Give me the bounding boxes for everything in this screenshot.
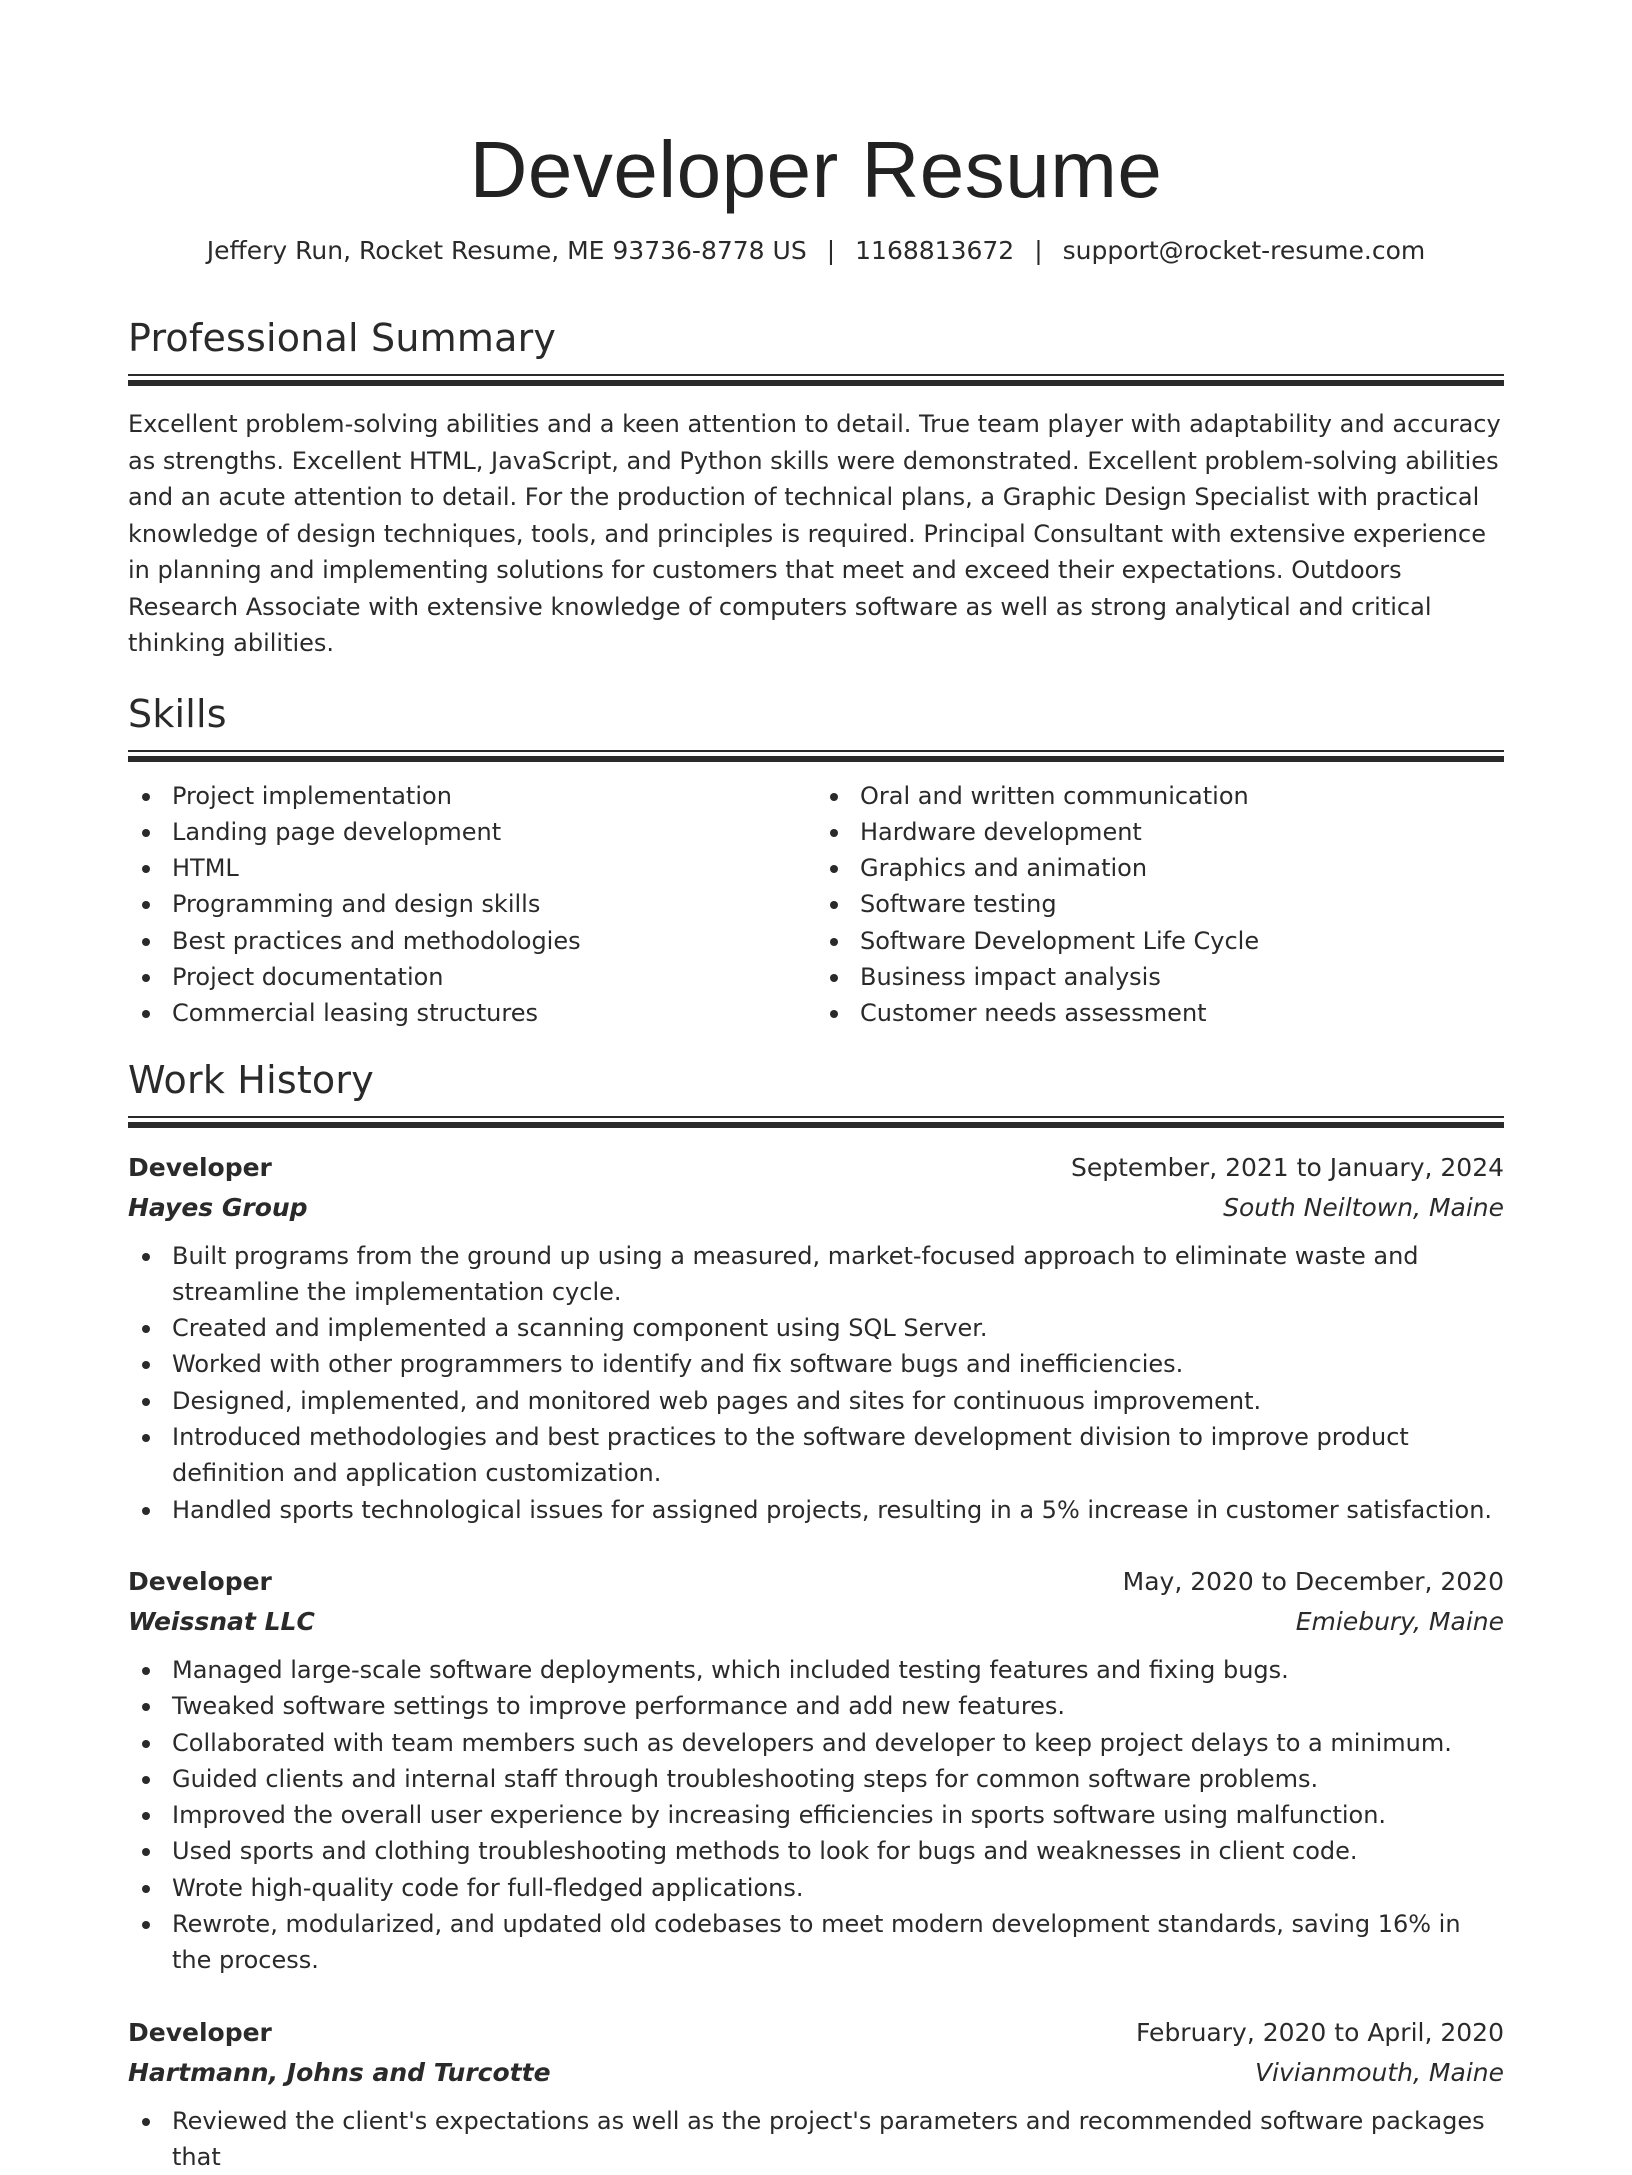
job-bullet: Designed, implemented, and monitored web pages and sites for continuous improvement. (172, 1383, 1504, 1419)
job-header-row (128, 1148, 1504, 1188)
skills-list-right (816, 778, 1504, 1032)
skill-item: Business impact analysis (860, 959, 1504, 995)
job-company: Hartmann, Johns and Turcotte (128, 2057, 551, 2087)
job-dates: May, 2020 to December, 2020 (1122, 1566, 1504, 1596)
summary-section (128, 314, 1504, 662)
job-bullet: Managed large-scale software deployments, which included testing features and fixing bugs. (172, 1652, 1504, 1688)
job-company-row (128, 2053, 1504, 2093)
skills-heading: Skills (128, 691, 227, 736)
skill-item: Software testing (860, 886, 1504, 922)
job-location: Vivianmouth, Maine (1254, 2057, 1504, 2087)
job-entry (128, 1562, 1504, 1979)
skill-item: Graphics and animation (860, 850, 1504, 886)
job-company: Weissnat LLC (128, 1606, 315, 1636)
job-bullets (128, 2103, 1504, 2175)
work-history-section (128, 1056, 1504, 2175)
job-bullet: Created and implemented a scanning component using SQL Server. (172, 1310, 1504, 1346)
job-company: Hayes Group (128, 1192, 308, 1222)
job-bullet: Improved the overall user experience by increasing efficiencies in sports software using malfunction. (172, 1797, 1504, 1833)
job-bullet: Wrote high-quality code for full-fledged applications. (172, 1870, 1504, 1906)
job-bullet: Worked with other programmers to identify and fix software bugs and inefficiencies. (172, 1346, 1504, 1382)
job-entry (128, 2013, 1504, 2175)
section-divider (128, 1116, 1504, 1128)
job-title: Developer (128, 1152, 272, 1182)
skill-item: Programming and design skills (172, 886, 816, 922)
work-history-heading: Work History (128, 1057, 374, 1102)
job-bullets (128, 1238, 1504, 1528)
job-location: South Neiltown, Maine (1223, 1192, 1504, 1222)
skills-columns (128, 778, 1504, 1032)
job-dates: February, 2020 to April, 2020 (1136, 2017, 1504, 2047)
job-bullet: Handled sports technological issues for assigned projects, resulting in a 5% increase in customer satisfaction. (172, 1492, 1504, 1528)
contact-separator: | (826, 236, 836, 265)
job-title: Developer (128, 1566, 272, 1596)
skill-item: Commercial leasing structures (172, 995, 816, 1031)
job-bullet: Rewrote, modularized, and updated old codebases to meet modern development standards, saving 16% in the process. (172, 1906, 1504, 1979)
job-title: Developer (128, 2017, 272, 2047)
section-divider (128, 374, 1504, 386)
job-bullet: Introduced methodologies and best practices to the software development division to improve product definition and application customization. (172, 1419, 1504, 1492)
job-entry (128, 1148, 1504, 1528)
job-bullet: Reviewed the client's expectations as well as the project's parameters and recommended software packages that (172, 2103, 1504, 2175)
job-company-row (128, 1188, 1504, 1228)
job-header-row (128, 1562, 1504, 1602)
job-bullet: Tweaked software settings to improve performance and add new features. (172, 1688, 1504, 1724)
job-bullet: Built programs from the ground up using a measured, market-focused approach to eliminate waste and streamline the implementation cycle. (172, 1238, 1504, 1311)
skill-item: Hardware development (860, 814, 1504, 850)
skill-item: Project implementation (172, 778, 816, 814)
summary-heading: Professional Summary (128, 316, 557, 360)
summary-text: Excellent problem-solving abilities and a keen attention to detail. True team player with adaptability and accuracy as strengths. Excellent HTML, JavaScript, and Python skills were demonstrated. Excellent problem-solving abilities and an acute attention to detail. For the production of technical plans, a Graphic Design Specialist with practical knowledge of design techniques, tools, and principles is required. Principal Consultant with extensive experience in planning and implementing solutions for customers that meet and exceed their expectations. Outdoors Research Associate with extensive knowledge of computers software as well as strong analytical and critical thinking abilities. (128, 410, 1501, 657)
job-dates: September, 2021 to January, 2024 (1071, 1152, 1504, 1182)
job-header-row (128, 2013, 1504, 2053)
job-bullet: Guided clients and internal staff through troubleshooting steps for common software problems. (172, 1761, 1504, 1797)
contact-phone: 1168813672 (855, 236, 1015, 265)
job-bullets (128, 1652, 1504, 1979)
contact-line (128, 234, 1504, 268)
job-location: Emiebury, Maine (1295, 1606, 1504, 1636)
skill-item: Customer needs assessment (860, 995, 1504, 1031)
section-divider (128, 750, 1504, 762)
skills-section (128, 690, 1504, 1032)
skill-item: Oral and written communication (860, 778, 1504, 814)
contact-address: Jeffery Run, Rocket Resume, ME 93736-8778 US (206, 236, 807, 265)
skill-item: Best practices and methodologies (172, 923, 816, 959)
skill-item: HTML (172, 850, 816, 886)
job-company-row (128, 1602, 1504, 1642)
skills-list-left (128, 778, 816, 1032)
contact-email[interactable]: support@rocket-resume.com (1062, 236, 1426, 265)
skill-item: Software Development Life Cycle (860, 923, 1504, 959)
contact-separator: | (1034, 236, 1043, 265)
resume-title: Developer Resume (469, 125, 1163, 214)
skill-item: Landing page development (172, 814, 816, 850)
job-bullet: Collaborated with team members such as developers and developer to keep project delays to a minimum. (172, 1725, 1504, 1761)
job-bullet: Used sports and clothing troubleshooting methods to look for bugs and weaknesses in client code. (172, 1833, 1504, 1869)
skill-item: Project documentation (172, 959, 816, 995)
